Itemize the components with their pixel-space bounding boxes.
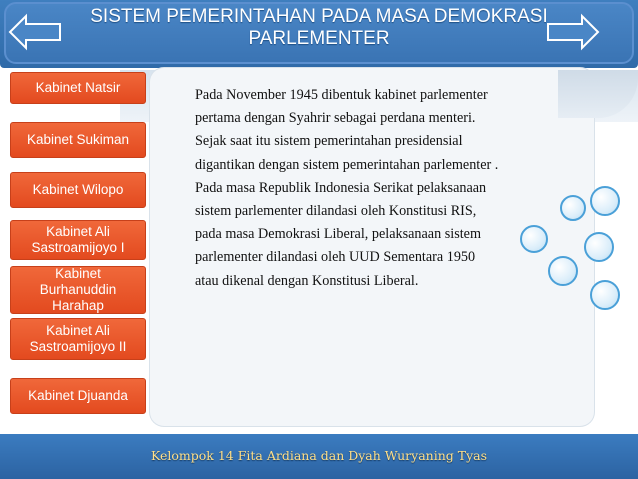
bubble-icon <box>548 256 578 286</box>
content-line: parlementer dilandasi oleh UUD Sementara 1950 <box>195 249 476 266</box>
sidebar-item-label: Kabinet Natsir <box>35 80 121 95</box>
sidebar-item-label: Sastroamijoyo I <box>31 240 125 255</box>
content-paragraph <box>195 84 605 293</box>
sidebar-item-label: Kabinet Wilopo <box>32 182 124 197</box>
sidebar-item-label: Kabinet Ali <box>46 224 110 239</box>
sidebar-item-wilopo[interactable] <box>10 172 146 208</box>
sidebar-item-djuanda[interactable] <box>10 378 146 414</box>
content-line: Sejak saat itu sistem pemerintahan presidensial <box>195 133 463 150</box>
arrow-left-icon[interactable] <box>8 12 62 52</box>
footer-bar <box>0 434 638 479</box>
sidebar-item-natsir[interactable] <box>10 72 146 104</box>
bubble-icon <box>590 186 620 216</box>
sidebar-item-label: Kabinet Ali <box>46 323 110 338</box>
title-line-2: PARLEMENTER <box>248 28 390 49</box>
content-line: atau dikenal dengan Konstitusi Liberal. <box>195 272 419 289</box>
page-title <box>60 6 578 50</box>
sidebar-item-label: Burhanuddin <box>39 282 117 297</box>
header-bar <box>0 0 638 68</box>
sidebar-item-ali-sastroamijoyo-2[interactable] <box>10 318 146 360</box>
sidebar-item-label: Sastroamijoyo II <box>29 339 127 354</box>
sidebar-item-label: Kabinet Sukiman <box>26 132 130 147</box>
bubble-icon <box>560 195 586 221</box>
sidebar-item-ali-sastroamijoyo-1[interactable] <box>10 220 146 260</box>
title-line-1: SISTEM PEMERINTAHAN PADA MASA DEMOKRASI <box>90 6 548 27</box>
sidebar-item-label: Kabinet <box>55 266 101 281</box>
arrow-right-icon[interactable] <box>546 12 600 52</box>
bubble-icon <box>590 280 620 310</box>
content-line: pertama dengan Syahrir sebagai perdana menteri. <box>195 110 476 127</box>
content-line: pada masa Demokrasi Liberal, pelaksanaan sistem <box>195 226 482 243</box>
sidebar-item-label: Kabinet Djuanda <box>28 388 128 403</box>
content-line: sistem parlementer dilandasi oleh Konstitusi RIS, <box>195 203 477 220</box>
content-line: Pada masa Republik Indonesia Serikat pelaksanaan <box>195 179 487 196</box>
footer-credit: Kelompok 14 Fita Ardiana dan Dyah Wuryaning Tyas <box>150 448 488 463</box>
content-line: digantikan dengan sistem pemerintahan parlementer . <box>195 156 499 173</box>
sidebar-item-burhanuddin-harahap[interactable] <box>10 266 146 314</box>
sidebar-item-label: Harahap <box>52 298 104 313</box>
bubble-icon <box>584 232 614 262</box>
bubble-icon <box>520 225 548 253</box>
content-line: Pada November 1945 dibentuk kabinet parlementer <box>195 87 488 103</box>
sidebar-item-sukiman[interactable] <box>10 122 146 158</box>
